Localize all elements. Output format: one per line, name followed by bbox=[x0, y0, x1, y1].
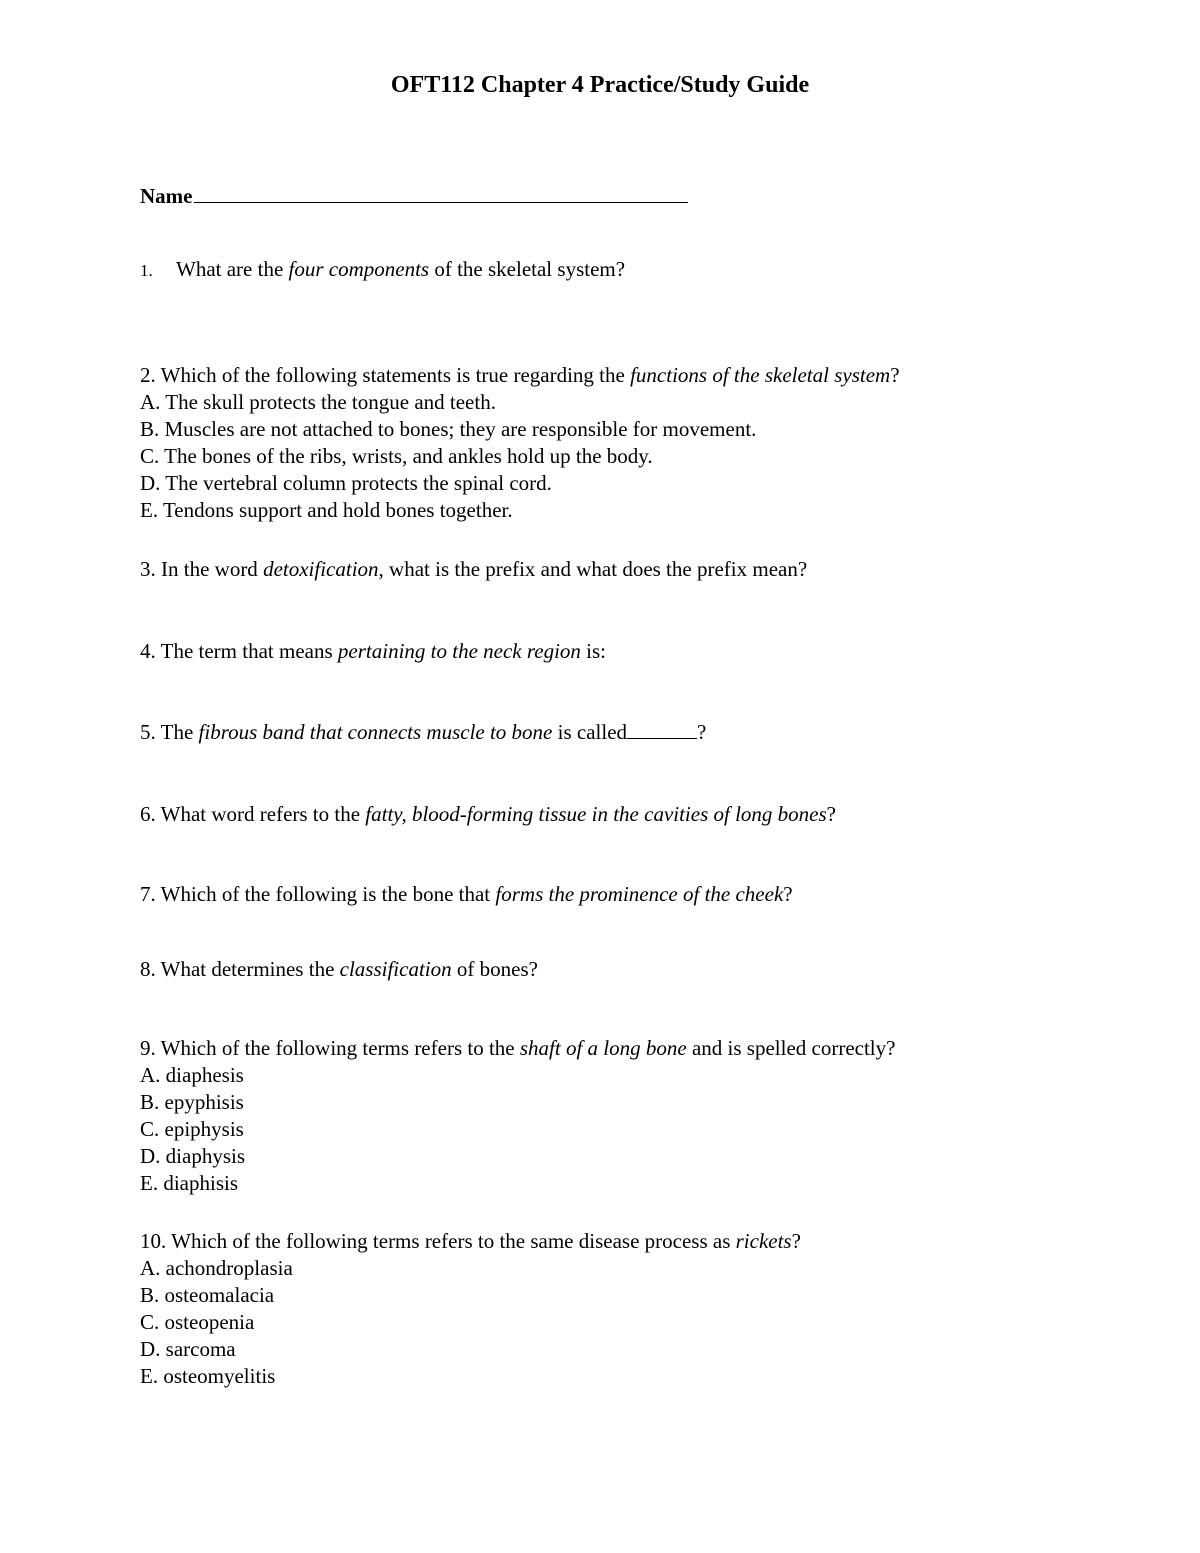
question-emphasis: classification bbox=[339, 957, 452, 981]
question-number: 7. bbox=[140, 882, 156, 906]
question-7 bbox=[140, 881, 793, 908]
question-text: ? bbox=[826, 802, 836, 826]
answer-option: A. diaphesis bbox=[140, 1063, 244, 1087]
question-text: and is spelled correctly? bbox=[686, 1036, 896, 1060]
question-emphasis: rickets bbox=[735, 1229, 792, 1253]
question-4 bbox=[140, 638, 606, 665]
question-text: What determines the bbox=[160, 957, 340, 981]
answer-option: A. achondroplasia bbox=[140, 1256, 293, 1280]
question-number: 5. bbox=[140, 720, 156, 744]
answer-option: B. Muscles are not attached to bones; they are responsible for movement. bbox=[140, 417, 757, 441]
answer-option: C. osteopenia bbox=[140, 1310, 255, 1334]
question-emphasis: four components bbox=[288, 257, 430, 281]
question-text: Which of the following terms refers to the same disease process as bbox=[171, 1229, 736, 1253]
question-text: In the word bbox=[161, 557, 264, 581]
question-text: The bbox=[160, 720, 199, 744]
answer-option: C. The bones of the ribs, wrists, and ankles hold up the body. bbox=[140, 444, 653, 468]
question-number: 9. bbox=[140, 1036, 156, 1060]
question-text: ? bbox=[890, 363, 900, 387]
answer-option: E. osteomyelitis bbox=[140, 1364, 276, 1388]
question-number: 1. bbox=[140, 261, 153, 280]
question-text: The term that means bbox=[160, 639, 338, 663]
answer-option: B. epyphisis bbox=[140, 1090, 244, 1114]
question-text: ? bbox=[697, 720, 707, 744]
question-9 bbox=[140, 1035, 895, 1197]
answer-option: C. epiphysis bbox=[140, 1117, 244, 1141]
question-text: ? bbox=[783, 882, 793, 906]
name-blank-line[interactable] bbox=[194, 182, 688, 203]
question-text: Which of the following terms refers to the bbox=[160, 1036, 520, 1060]
answer-option: E. Tendons support and hold bones together. bbox=[140, 498, 513, 522]
question-text: is: bbox=[580, 639, 606, 663]
question-text: , what is the prefix and what does the prefix mean? bbox=[378, 557, 808, 581]
question-text: Which of the following is the bone that bbox=[160, 882, 496, 906]
document-title: OFT112 Chapter 4 Practice/Study Guide bbox=[390, 72, 810, 98]
question-text: is called bbox=[552, 720, 628, 744]
question-text: ? bbox=[791, 1229, 801, 1253]
question-line bbox=[140, 1229, 801, 1253]
answer-option: D. diaphysis bbox=[140, 1144, 245, 1168]
question-text: Which of the following statements is true regarding the bbox=[160, 363, 631, 387]
question-text: of bones? bbox=[451, 957, 538, 981]
question-emphasis: fibrous band that connects muscle to bone bbox=[198, 720, 553, 744]
question-number: 4. bbox=[140, 639, 156, 663]
question-text: What word refers to the bbox=[160, 802, 366, 826]
question-number: 6. bbox=[140, 802, 156, 826]
answer-blank-line[interactable] bbox=[627, 720, 697, 739]
question-emphasis: fatty, blood-forming tissue in the cavities of long bones bbox=[365, 802, 827, 826]
question-10 bbox=[140, 1228, 801, 1390]
question-2 bbox=[140, 362, 900, 524]
name-field-row bbox=[140, 182, 688, 209]
question-number: 2. bbox=[140, 363, 156, 387]
answer-option: A. The skull protects the tongue and teeth. bbox=[140, 390, 496, 414]
answer-option: B. osteomalacia bbox=[140, 1283, 275, 1307]
answer-option: D. The vertebral column protects the spinal cord. bbox=[140, 471, 552, 495]
question-line bbox=[140, 363, 900, 387]
question-line bbox=[140, 1036, 895, 1060]
question-3 bbox=[140, 556, 807, 583]
answer-option: E. diaphisis bbox=[140, 1171, 238, 1195]
question-emphasis: detoxification bbox=[263, 557, 379, 581]
question-emphasis: shaft of a long bone bbox=[519, 1036, 687, 1060]
question-emphasis: pertaining to the neck region bbox=[337, 639, 581, 663]
question-1 bbox=[140, 256, 625, 284]
question-6 bbox=[140, 801, 836, 828]
question-text: What are the bbox=[176, 257, 289, 281]
question-emphasis: functions of the skeletal system bbox=[630, 363, 891, 387]
question-5 bbox=[140, 719, 706, 746]
question-text: of the skeletal system? bbox=[429, 257, 626, 281]
question-emphasis: forms the prominence of the cheek bbox=[495, 882, 784, 906]
question-number: 8. bbox=[140, 957, 156, 981]
question-number: 3. bbox=[140, 557, 156, 581]
answer-option: D. sarcoma bbox=[140, 1337, 236, 1361]
name-label: Name bbox=[140, 184, 193, 208]
question-8 bbox=[140, 956, 538, 983]
question-number: 10. bbox=[140, 1229, 167, 1253]
